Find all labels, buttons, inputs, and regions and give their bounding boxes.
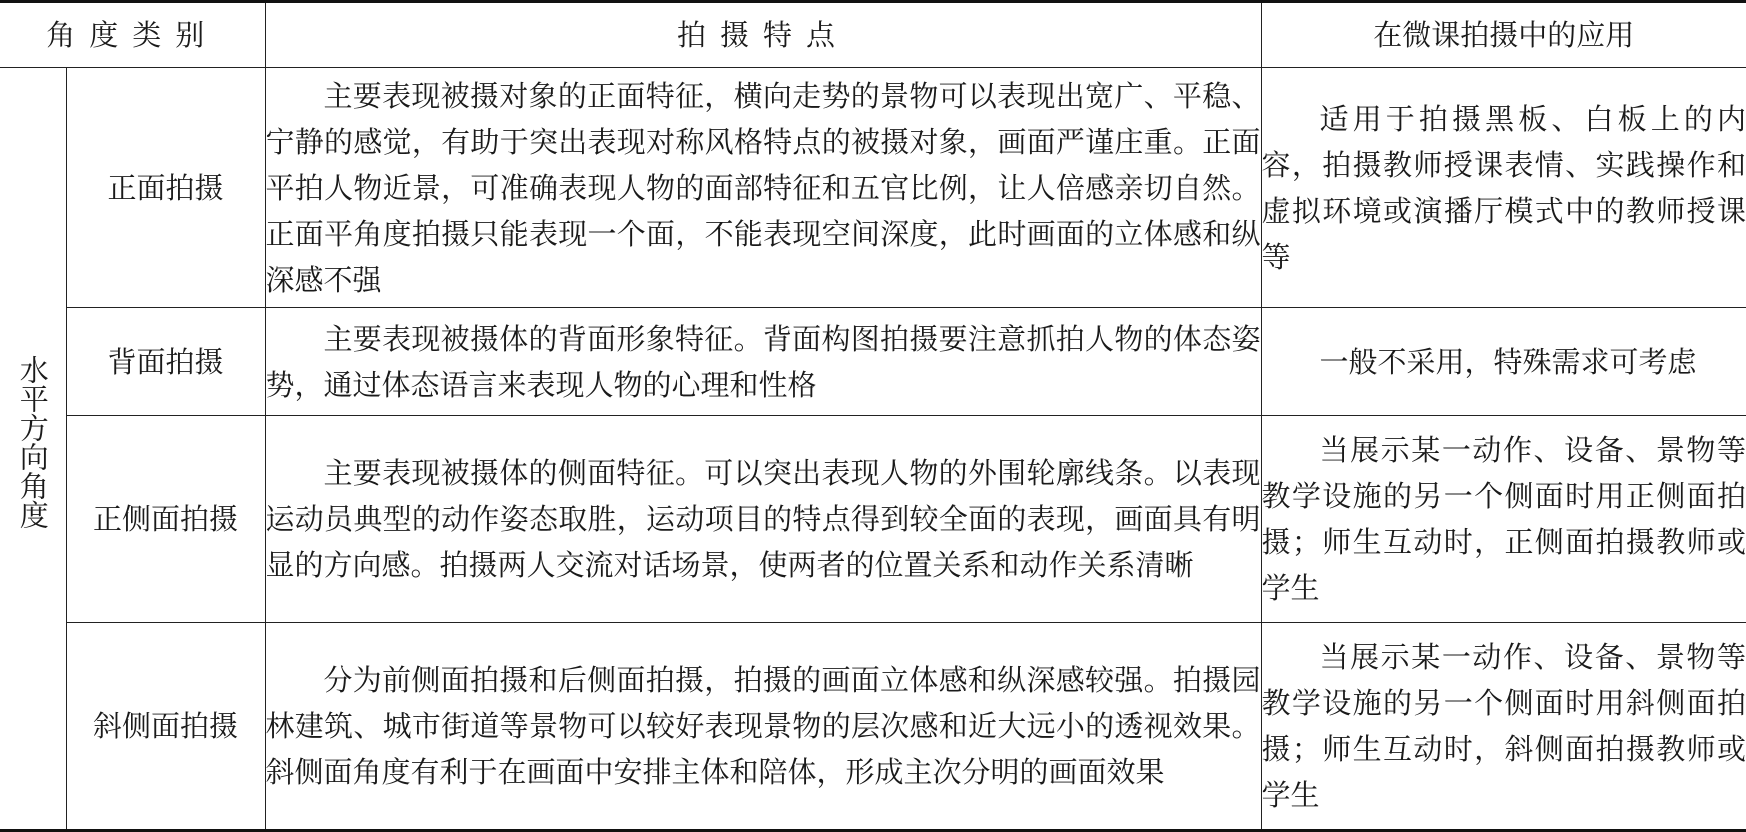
row-features: [265, 622, 1261, 830]
row-features-text: 主要表现被摄体的背面形象特征。背面构图拍摄要注意抓拍人物的体态姿势，通过体态语言来表现人物的心理和性格: [265, 321, 1261, 402]
row-features: [265, 308, 1261, 416]
row-application: [1261, 416, 1746, 622]
row-features-text: 主要表现被摄对象的正面特征，横向走势的景物可以表现出宽广、平稳、宁静的感觉，有助于突出表现对称风格特点的被摄对象，画面严谨庄重。正面平拍人物近景，可准确表现人物的面部特征和五官比例，让人倍感亲切自然。正面平角度拍摄只能表现一个面，不能表现空间深度，此时画面的立体感和纵深感不强: [265, 78, 1261, 297]
row-features-text: 主要表现被摄体的侧面特征。可以突出表现人物的外围轮廓线条。以表现运动员典型的动作姿态取胜，运动项目的特点得到较全面的表现，画面具有明显的方向感。拍摄两人交流对话场景，使两者的位置关系和动作关系清晰: [265, 456, 1261, 583]
row-application: [1261, 68, 1746, 308]
row-application: [1261, 622, 1746, 830]
row-application-text: 一般不采用，特殊需求可考虑: [1319, 344, 1697, 379]
table-row: [0, 308, 1746, 416]
header-angle-category: 角度类别: [0, 2, 265, 68]
row-application-text: 适用于拍摄黑板、白板上的内容，拍摄教师授课表情、实践操作和虚拟环境或演播厅模式中的教师授课等: [1261, 101, 1746, 274]
table-row: [0, 68, 1746, 308]
group-label-cell: [0, 68, 66, 831]
header-features: 拍摄特点: [265, 2, 1261, 68]
row-name: 正侧面拍摄: [66, 416, 265, 622]
row-features: [265, 416, 1261, 622]
header-application: 在微课拍摄中的应用: [1261, 2, 1746, 68]
table-row: [0, 622, 1746, 830]
row-name: 斜侧面拍摄: [66, 622, 265, 830]
table-row: [0, 416, 1746, 622]
row-application: [1261, 308, 1746, 416]
row-features: [265, 68, 1261, 308]
row-application-text: 当展示某一动作、设备、景物等教学设施的另一个侧面时用正侧面拍摄；师生互动时，正侧面拍摄教师或学生: [1261, 433, 1746, 606]
group-label: 水平方向角度: [15, 355, 50, 529]
header-row: [0, 2, 1746, 68]
row-application-text: 当展示某一动作、设备、景物等教学设施的另一个侧面时用斜侧面拍摄；师生互动时，斜侧面拍摄教师或学生: [1261, 639, 1746, 812]
row-name: 正面拍摄: [66, 68, 265, 308]
row-name: 背面拍摄: [66, 308, 265, 416]
row-features-text: 分为前侧面拍摄和后侧面拍摄，拍摄的画面立体感和纵深感较强。拍摄园林建筑、城市街道等景物可以较好表现景物的层次感和近大远小的透视效果。斜侧面角度有利于在画面中安排主体和陪体，形成主次分明的画面效果: [265, 662, 1261, 789]
